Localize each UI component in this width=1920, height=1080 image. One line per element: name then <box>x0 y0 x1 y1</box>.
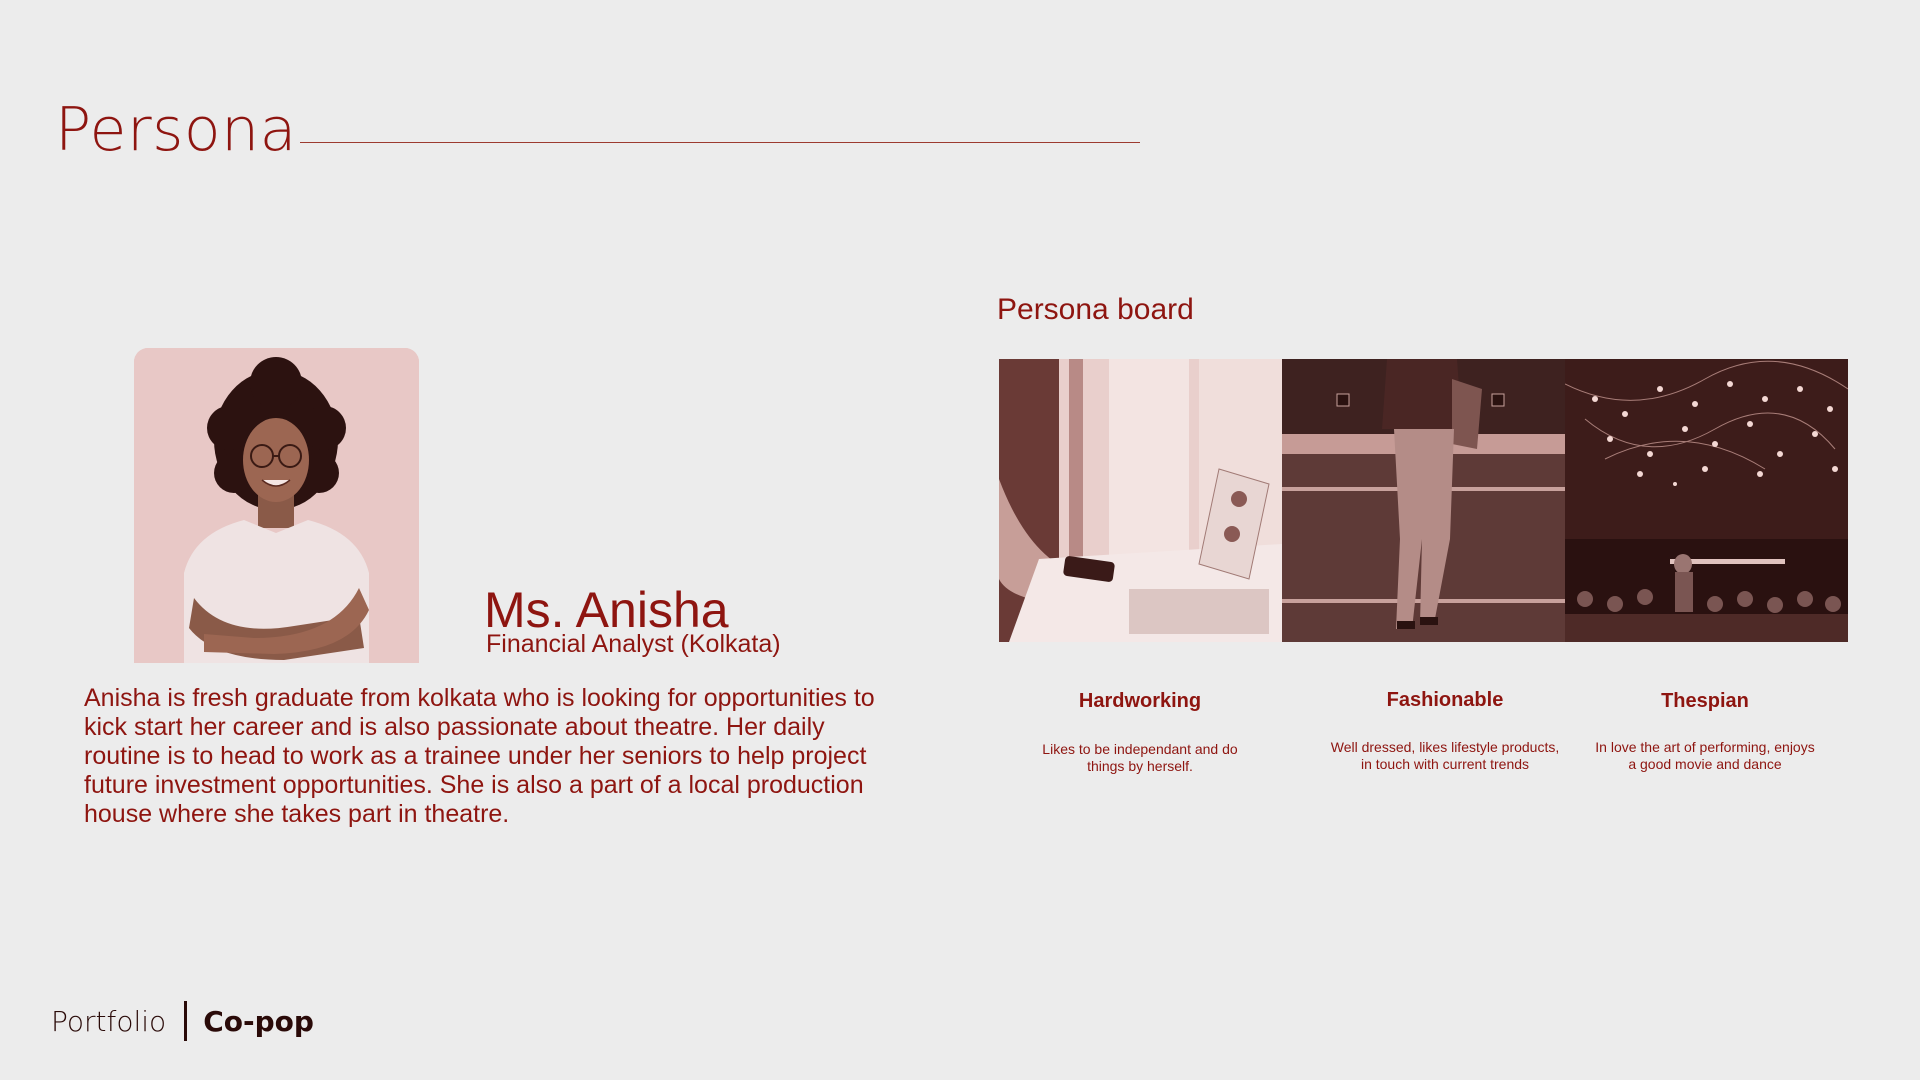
footer-brand-label: Co-pop <box>203 1004 314 1038</box>
trait-title: Fashionable <box>1386 689 1504 711</box>
trait-hardworking <box>1025 691 1255 775</box>
persona-portrait <box>134 348 419 663</box>
fashionable-image <box>1282 359 1565 642</box>
page-title: Persona <box>55 95 297 165</box>
trait-description: Likes to be independant and do things by herself. <box>1042 741 1238 774</box>
trait-title: Thespian <box>1661 690 1749 712</box>
persona-role: Financial Analyst (Kolkata) <box>486 630 781 658</box>
persona-board-images <box>999 359 1847 642</box>
title-divider <box>300 142 1140 143</box>
board-title: Persona board <box>997 293 1194 326</box>
trait-fashionable <box>1330 690 1560 773</box>
hardworking-image <box>999 359 1282 642</box>
trait-description: In love the art of performing, enjoys a good movie and dance <box>1595 739 1815 772</box>
persona-name: Ms. Anisha <box>484 582 729 638</box>
trait-thespian <box>1590 691 1820 773</box>
footer <box>51 1000 314 1042</box>
trait-description: Well dressed, likes lifestyle products, in touch with current trends <box>1330 739 1560 772</box>
footer-portfolio-label: Portfolio <box>51 1004 167 1038</box>
trait-title: Hardworking <box>1078 690 1202 712</box>
thespian-image <box>1565 359 1848 642</box>
persona-bio: Anisha is fresh graduate from kolkata who is looking for opportunities to kick start her career and is also passionate about theatre. Her daily routine is to head to work as a trainee under her seniors to help project future investment opportunities. She is also a part of a local production house where she takes part in theatre. <box>84 684 875 828</box>
footer-separator <box>184 1001 187 1041</box>
